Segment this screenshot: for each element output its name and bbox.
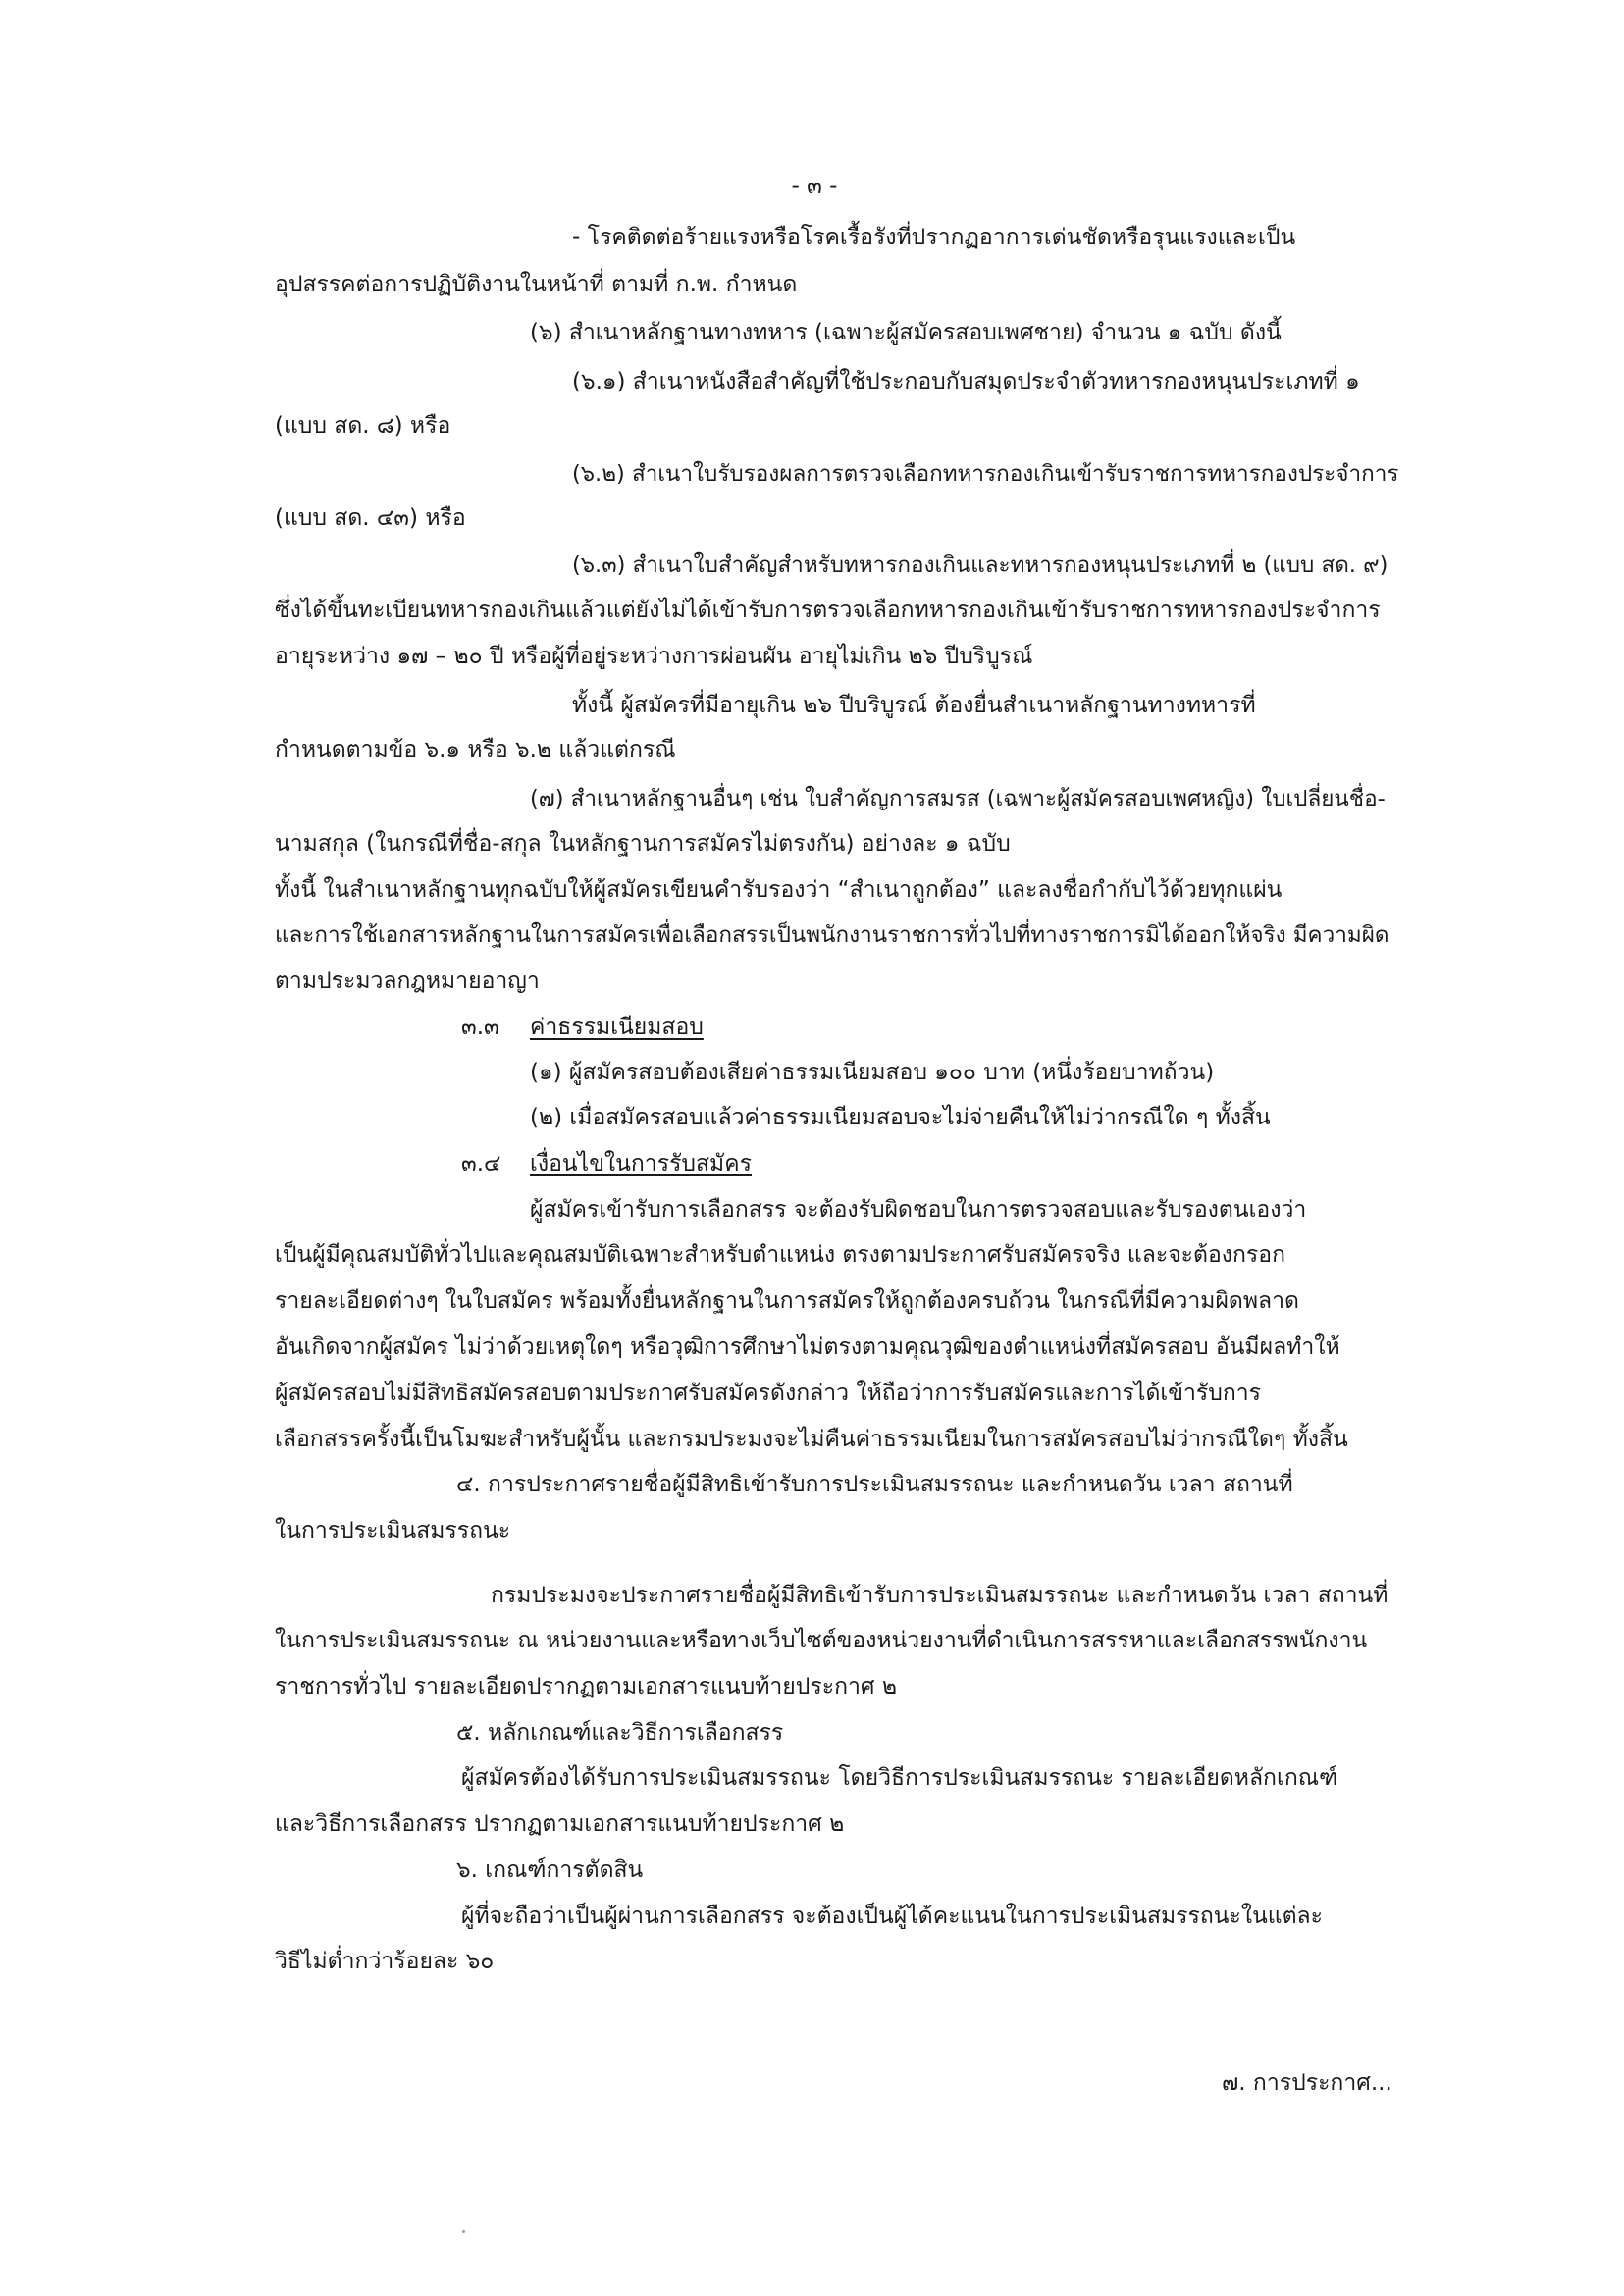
text-line: ผู้สมัครต้องได้รับการประเมินสมรรถนะ โดยวิธีการประเมินสมรรถนะ รายละเอียดหลักเกณฑ์ (461, 1765, 1338, 1791)
text-line: (๖.๓) สำเนาใบสำคัญสำหรับทหารกองเกินและทหารกองหนุนประเภทที่ ๒ (แบบ สด. ๙) (572, 552, 1388, 578)
section-heading: ๖. เกณฑ์การตัดสิน (456, 1857, 644, 1883)
text-line: ทั้งนี้ ผู้สมัครที่มีอายุเกิน ๒๖ ปีบริบูรณ์ ต้องยื่นสำเนาหลักฐานทางทหารที่ (572, 693, 1256, 718)
text-line: อายุระหว่าง ๑๗ – ๒๐ ปี หรือผู้ที่อยู่ระหว่างการผ่อนผัน อายุไม่เกิน ๒๖ ปีบริบูรณ์ (275, 644, 1033, 669)
text-line: (๖.๑) สำเนาหนังสือสำคัญที่ใช้ประกอบกับสมุดประจำตัวทหารกองหนุนประเภทที่ ๑ (572, 369, 1360, 394)
text-line: (๗) สำเนาหลักฐานอื่นๆ เช่น ใบสำคัญการสมรส (เฉพาะผู้สมัครสอบเพศหญิง) ใบเปลี่ยนชื่อ- (530, 786, 1386, 811)
text-line: ในการประเมินสมรรถนะ ณ หน่วยงานและหรือทางเว็บไซต์ของหน่วยงานที่ดำเนินการสรรหาและเลือกสรรพนักงาน (275, 1628, 1368, 1653)
text-line: ซึ่งได้ขึ้นทะเบียนทหารกองเกินแล้วแต่ยังไม่ได้เข้ารับการตรวจเลือกทหารกองเกินเข้ารับราชการทหารกองประจำการ (275, 598, 1381, 623)
section-heading: เงื่อนไขในการรับสมัคร (530, 1151, 752, 1176)
section-number: ๓.๓ (461, 1015, 499, 1040)
text-line: - โรคติดต่อร้ายแรงหรือโรคเรื้อรังที่ปรากฏอาการเด่นชัดหรือรุนแรงและเป็น (572, 225, 1296, 250)
section-heading: ในการประเมินสมรรถนะ (275, 1518, 511, 1543)
text-line: (๒) เมื่อสมัครสอบแล้วค่าธรรมเนียมสอบจะไม่จ่ายคืนให้ไม่ว่ากรณีใด ๆ ทั้งสิ้น (530, 1105, 1271, 1130)
section-heading: ๕. หลักเกณฑ์และวิธีการเลือกสรร (456, 1720, 784, 1746)
text-line: (๑) ผู้สมัครสอบต้องเสียค่าธรรมเนียมสอบ ๑๐๐ บาท (หนึ่งร้อยบาทถ้วน) (530, 1060, 1215, 1085)
section-number: ๓.๔ (461, 1151, 501, 1176)
text-line: ผู้สมัครสอบไม่มีสิทธิสมัครสอบตามประกาศรับสมัครดังกล่าว ให้ถือว่าการรับสมัครและการได้เข้ารับการ (275, 1381, 1262, 1406)
continuation-note: ๗. การประกาศ... (1222, 2070, 1392, 2096)
scan-speck (462, 2230, 465, 2233)
text-line: ราชการทั่วไป รายละเอียดปรากฏตามเอกสารแนบท้ายประกาศ ๒ (275, 1674, 897, 1699)
text-line: อันเกิดจากผู้สมัคร ไม่ว่าด้วยเหตุใดๆ หรือวุฒิการศึกษาไม่ตรงตามคุณวุฒิของตำแหน่งที่สมัครสอบ อันมีผลทำให้ (275, 1334, 1340, 1360)
text-line: และวิธีการเลือกสรร ปรากฏตามเอกสารแนบท้ายประกาศ ๒ (275, 1811, 845, 1837)
text-line: เลือกสรรครั้งนี้เป็นโมฆะสำหรับผู้นั้น และกรมประมงจะไม่คืนค่าธรรมเนียมในการสมัครสอบไม่ว่ากรณีใดๆ ทั้งสิ้น (275, 1427, 1348, 1452)
text-line: กรมประมงจะประกาศรายชื่อผู้มีสิทธิเข้ารับการประเมินสมรรถนะ และกำหนดวัน เวลา สถานที่ (491, 1583, 1388, 1608)
text-line: อุปสรรคต่อการปฏิบัติงานในหน้าที่ ตามที่ ก.พ. กำหนด (275, 272, 798, 297)
text-line: ผู้สมัครเข้ารับการเลือกสรร จะต้องรับผิดชอบในการตรวจสอบและรับรองตนเองว่า (530, 1197, 1307, 1223)
section-heading: ค่าธรรมเนียมสอบ (530, 1015, 704, 1040)
text-line: และการใช้เอกสารหลักฐานในการสมัครเพื่อเลือกสรรเป็นพนักงานราชการทั่วไปที่ทางราชการมิได้ออกให้จริง มีความผิด (275, 922, 1389, 948)
text-line: (๖) สำเนาหลักฐานทางทหาร (เฉพาะผู้สมัครสอบเพศชาย) จำนวน ๑ ฉบับ ดังนี้ (530, 320, 1282, 345)
section-heading: ๔. การประกาศรายชื่อผู้มีสิทธิเข้ารับการประเมินสมรรถนะ และกำหนดวัน เวลา สถานที่ (456, 1472, 1293, 1497)
text-line: (แบบ สด. ๘) หรือ (275, 413, 451, 439)
text-line: ผู้ที่จะถือว่าเป็นผู้ผ่านการเลือกสรร จะต้องเป็นผู้ได้คะแนนในการประเมินสมรรถนะในแต่ละ (461, 1904, 1324, 1929)
text-line: (แบบ สด. ๔๓) หรือ (275, 505, 466, 531)
text-line: รายละเอียดต่างๆ ในใบสมัคร พร้อมทั้งยื่นหลักฐานในการสมัครให้ถูกต้องครบถ้วน ในกรณีที่มีความผิดพลาด (275, 1288, 1299, 1314)
text-line: ตามประมวลกฎหมายอาญา (275, 968, 540, 994)
text-line: ทั้งนี้ ในสำเนาหลักฐานทุกฉบับให้ผู้สมัครเขียนคำรับรองว่า “สำเนาถูกต้อง” และลงชื่อกำกับไว้ด้วยทุกแผ่น (275, 877, 1283, 903)
text-line: เป็นผู้มีคุณสมบัติทั่วไปและคุณสมบัติเฉพาะสำหรับตำแหน่ง ตรงตามประกาศรับสมัครจริง และจะต้องกรอก (275, 1242, 1286, 1268)
text-line: วิธีไม่ต่ำกว่าร้อยละ ๖๐ (275, 1949, 495, 1974)
page-number: - ๓ - (791, 174, 838, 199)
text-line: นามสกุล (ในกรณีที่ชื่อ-สกุล ในหลักฐานการสมัครไม่ตรงกัน) อย่างละ ๑ ฉบับ (275, 831, 1011, 857)
text-line: (๖.๒) สำเนาใบรับรองผลการตรวจเลือกทหารกองเกินเข้ารับราชการทหารกองประจำการ (572, 461, 1399, 487)
text-line: กำหนดตามข้อ ๖.๑ หรือ ๖.๒ แล้วแต่กรณี (275, 737, 676, 762)
